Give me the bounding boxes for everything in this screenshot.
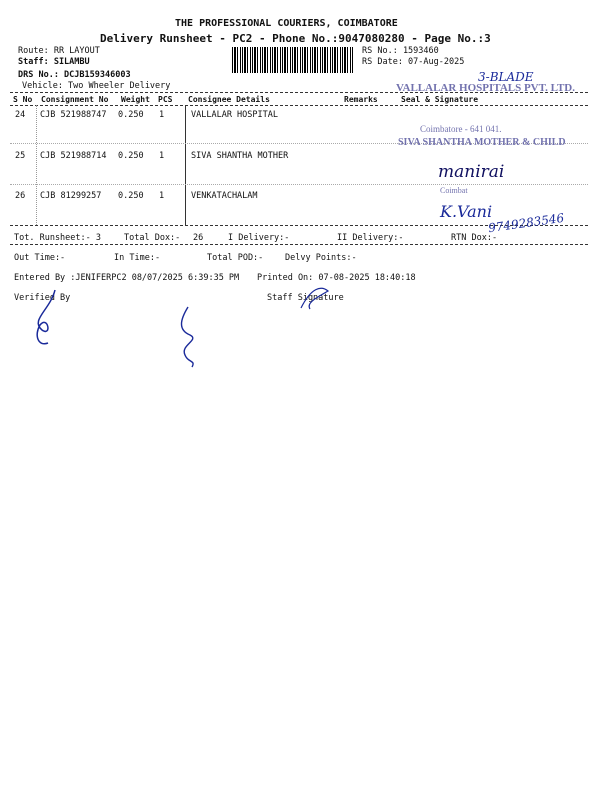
- signature-scribble-icon: [170, 305, 210, 375]
- stamp-hospital-name: VALLALAR HOSPITALS PVT. LTD.: [396, 82, 576, 94]
- handwritten-signature: K.Vani: [440, 202, 493, 221]
- route-label: Route: RR LAYOUT: [18, 46, 100, 56]
- rs-date-label: RS Date: 07-Aug-2025: [362, 57, 465, 67]
- stamp-coimbat: Coimbat: [440, 186, 468, 195]
- row-pcs: 1: [159, 191, 165, 201]
- total-dox-label: Total Dox:-: [124, 233, 181, 243]
- col-header-seal: Seal & Signature: [401, 95, 479, 104]
- col-header-remarks: Remarks: [344, 95, 378, 104]
- total-dox-value: 26: [193, 233, 204, 243]
- company-title: THE PROFESSIONAL COURIERS, COIMBATORE: [175, 18, 398, 29]
- row-consignment: CJB 521988714: [40, 151, 107, 161]
- delvy-points-label: Delvy Points:-: [285, 253, 357, 263]
- staff-signature-label: Staff Signature: [267, 293, 344, 303]
- runsheet-subtitle: Delivery Runsheet - PC2 - Phone No.:9047080280 - Page No.:3: [100, 32, 491, 45]
- col-divider: [36, 105, 37, 225]
- row-consignee: SIVA SHANTHA MOTHER: [191, 151, 289, 161]
- handwritten-phone: 9749283546: [487, 210, 565, 236]
- verified-by-signature-icon: [20, 285, 80, 355]
- row-consignment: CJB 81299257: [40, 191, 102, 201]
- row-sno: 26: [15, 191, 26, 201]
- rs-no-label: RS No.: 1593460: [362, 46, 439, 56]
- stamp-mother-child: SIVA SHANTHA MOTHER & CHILD: [398, 137, 566, 148]
- row-weight: 0.250: [118, 110, 144, 120]
- vehicle-label: Vehicle: Two Wheeler Delivery: [22, 81, 171, 91]
- row-sno: 24: [15, 110, 26, 120]
- row-consignee: VENKATACHALAM: [191, 191, 258, 201]
- row-weight: 0.250: [118, 151, 144, 161]
- stamp-city: Coimbatore - 641 041.: [420, 124, 502, 134]
- table-header-rule: [10, 105, 588, 106]
- col-header-sno: S No: [13, 95, 33, 104]
- handwritten-signature: manirai: [438, 162, 505, 182]
- row-consignment: CJB 521988747: [40, 110, 107, 120]
- col-header-pcs: PCS: [158, 95, 173, 104]
- row-sno: 25: [15, 151, 26, 161]
- row-pcs: 1: [159, 110, 165, 120]
- row-rule: [10, 184, 588, 185]
- col-header-weight: Weight: [121, 95, 150, 104]
- rtn-dox-label: RTN Dox:-: [451, 233, 498, 243]
- col-header-consignee: Consignee Details: [188, 95, 270, 104]
- handwritten-note: 3-BLADE: [478, 70, 534, 84]
- verified-by-label: Verified By: [14, 293, 71, 303]
- i-delivery-label: I Delivery:-: [228, 233, 290, 243]
- in-time-label: In Time:-: [114, 253, 161, 263]
- staff-signature-mark-icon: [296, 283, 336, 313]
- total-pod-label: Total POD:-: [207, 253, 264, 263]
- ii-delivery-label: II Delivery:-: [337, 233, 404, 243]
- col-header-consignment: Consignment No: [41, 95, 109, 104]
- total-runsheet: Tot. Runsheet:- 3: [14, 233, 101, 243]
- staff-label: Staff: SILAMBU: [18, 57, 90, 67]
- row-consignee: VALLALAR HOSPITAL: [191, 110, 278, 120]
- col-divider: [185, 105, 186, 225]
- entered-by-label: Entered By :JENIFERPC2 08/07/2025 6:39:35 PM: [14, 273, 240, 283]
- drs-label: DRS No.: DCJB159346003: [18, 70, 131, 80]
- barcode-image: [232, 47, 354, 73]
- row-weight: 0.250: [118, 191, 144, 201]
- out-time-label: Out Time:-: [14, 253, 66, 263]
- printed-on-label: Printed On: 07-08-2025 18:40:18: [257, 273, 416, 283]
- row-pcs: 1: [159, 151, 165, 161]
- totals-rule: [10, 244, 588, 245]
